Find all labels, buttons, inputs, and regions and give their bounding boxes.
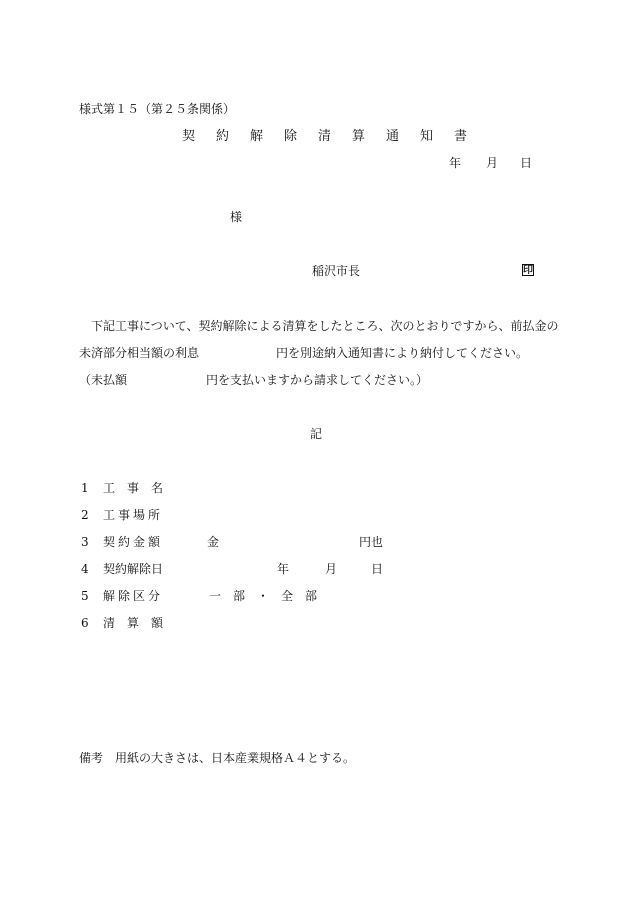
- item-4-label: 契約解除日: [103, 562, 164, 576]
- body-line-2-start: 未済部分相当額の利息: [79, 346, 200, 360]
- item-5-label: 解除区分: [103, 589, 164, 603]
- body-line-1: 下記工事について、契約解除による清算をしたところ、次のとおりですから、前払金の: [91, 319, 559, 333]
- item-3-prefix: 金: [207, 535, 220, 549]
- item-6-label: 清 算 額: [103, 616, 164, 630]
- item-3-label: 契約金額: [103, 535, 164, 549]
- item-2-number: 2: [81, 508, 89, 522]
- date-day: 日: [520, 156, 533, 170]
- item-5-number: 5: [81, 589, 89, 603]
- item-2-label: 工事場所: [103, 508, 164, 522]
- item-4-number: 4: [81, 562, 89, 576]
- document-title: 契約解除清算通知書: [182, 129, 489, 144]
- item-1-number: 1: [81, 481, 89, 495]
- sender-name: 稲沢市長: [312, 264, 361, 278]
- item-4-month: 月: [325, 562, 338, 576]
- date-month: 月: [486, 156, 499, 170]
- seal-mark: 印: [523, 265, 533, 276]
- item-5-options: 一 部 ・ 全 部: [209, 589, 318, 603]
- item-3-suffix: 円也: [359, 535, 384, 549]
- remarks: 備考 用紙の大きさは、日本産業規格Ａ４とする。: [79, 751, 356, 765]
- body-line-3-end: 円を支払いますから請求してください。）: [206, 373, 429, 387]
- item-3-number: 3: [81, 535, 89, 549]
- form-label: 様式第１５（第２５条関係）: [79, 102, 236, 116]
- date-year: 年: [449, 156, 462, 170]
- body-line-3-start: （未払額: [79, 373, 128, 387]
- addressee-suffix: 様: [230, 210, 243, 224]
- item-1-label: 工 事 名: [103, 481, 164, 495]
- item-6-number: 6: [81, 616, 89, 630]
- body-line-2-end: 円を別途納入通知書により納付してください。: [276, 346, 529, 360]
- item-4-day: 日: [371, 562, 384, 576]
- item-4-year: 年: [277, 562, 290, 576]
- ki-heading: 記: [310, 427, 323, 441]
